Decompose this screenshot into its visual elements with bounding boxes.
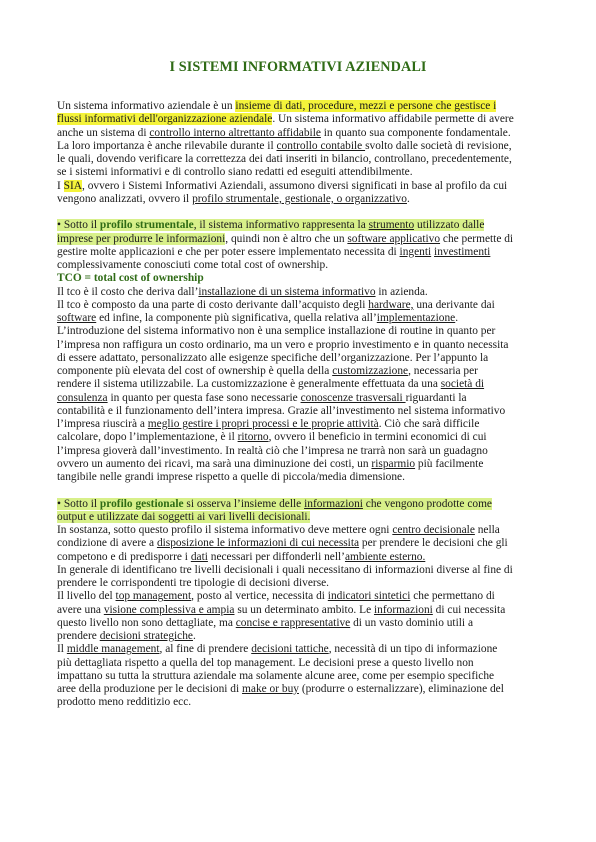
- text-line: [57, 564, 541, 577]
- text-line: [57, 670, 541, 683]
- text-line: [57, 511, 541, 524]
- underlined-text: controllo contabile: [276, 139, 366, 152]
- text-run: di cui necessita: [432, 603, 506, 616]
- text-run: In sostanza, sotto questo profilo il sistema informativo deve mettere ogni: [57, 524, 393, 536]
- bold-green-text: strumento: [368, 219, 415, 232]
- bold-green-text: si osserva l’insieme delle: [183, 497, 305, 510]
- text-run: in quanto per questa fase sono necessarie: [107, 391, 301, 404]
- highlighted-text: flussi informativi dell'organizzazione aziendale: [57, 113, 273, 126]
- underlined-text: consulenza: [57, 391, 108, 404]
- underlined-text: customizzazione: [332, 365, 409, 377]
- underlined-text: decisioni tattiche: [251, 643, 329, 656]
- text-run: in quanto sua componente fondamentale.: [320, 126, 511, 139]
- text-run: aree della produzione per le decisioni di: [57, 683, 243, 695]
- underlined-text: ingenti: [399, 245, 432, 258]
- text-run: gestire molte applicazioni e che per poter essere implementato necessita di: [57, 245, 400, 258]
- text-run: su un determinato ambito. Le: [234, 603, 374, 616]
- bold-green-text: che vengono prodotte come: [362, 497, 492, 510]
- text-run: .: [455, 312, 459, 324]
- underlined-text: middle management: [66, 643, 160, 656]
- text-line: [57, 153, 541, 166]
- text-run: . Ciò che sarà difficile: [378, 418, 480, 430]
- text-run: , necessità di un tipo di informazione: [328, 643, 498, 656]
- highlighted-text: insieme di dati, procedure, mezzi e persone che gestisce i: [235, 100, 497, 112]
- text-run: competono e di predisporre i: [57, 550, 191, 563]
- underlined-text: ambiente esterno.: [344, 550, 426, 563]
- text-line: [57, 193, 541, 206]
- text-run: Il: [57, 643, 67, 656]
- text-run: , necessaria per: [408, 365, 478, 377]
- text-run: rendere il sistema utilizzabile. La customizzazione è generalmente effettuata da una: [57, 378, 441, 391]
- document-body: [57, 100, 541, 710]
- underlined-text: make or buy: [242, 683, 299, 695]
- text-run: L’introduzione del sistema informativo non è una semplice installazione di routine in quanto per: [57, 325, 496, 338]
- text-run: ed infine, la componente più significativa, quella relativa all’: [96, 312, 377, 324]
- text-line: [57, 577, 541, 590]
- blank-line: [57, 484, 541, 497]
- text-run: che permettano di: [410, 590, 495, 603]
- underlined-text: conoscenze trasversali: [300, 391, 406, 404]
- text-line: [57, 378, 541, 391]
- bold-green-text: informazioni: [304, 497, 363, 510]
- text-run: più dettagliata rispetto a quella del top management. Le decisioni prese a questo livello non: [57, 656, 474, 669]
- underlined-text: società di: [440, 378, 485, 391]
- text-run: componente più elevata del cost of ownership è quella della: [57, 365, 333, 377]
- bold-green-text: profilo gestionale: [99, 497, 184, 510]
- text-run: per prendere le decisioni che gli: [359, 537, 508, 550]
- underlined-text: software: [57, 312, 97, 324]
- text-line: [57, 458, 541, 471]
- underlined-text: disposizione le informazioni di cui necessita: [156, 537, 360, 550]
- text-line: [57, 272, 541, 285]
- text-line: [57, 683, 541, 696]
- text-run: La loro importanza è anche rilevabile durante il: [57, 139, 277, 152]
- text-run: di un vasto dominio utili a: [350, 616, 473, 629]
- text-run: svolto dalle società di revisione,: [365, 139, 512, 152]
- text-run: tangibile nelle grandi imprese rispetto a quelle di piccola/media dimensione.: [57, 471, 405, 483]
- text-run: Il tco è composto da una parte di costo derivante dall’acquisto degli: [57, 298, 369, 311]
- text-line: [57, 113, 541, 126]
- underlined-text: hardware,: [368, 298, 414, 311]
- text-run: vengono analizzati, ovvero il: [57, 192, 193, 205]
- text-run: contabilità e il funzionamento dell’intera impresa. Grazie all’investimento nel sistema informativo: [57, 404, 506, 417]
- text-run: In generale di identificano tre livelli decisionali i quali necessitano di informazioni diverse al fine di: [57, 563, 513, 576]
- text-line: [57, 696, 541, 709]
- text-line: [57, 100, 541, 113]
- bold-green-text: , il sistema informativo rappresenta la: [193, 219, 369, 232]
- text-line: [57, 617, 541, 630]
- text-run: l’impresa non raffigura un costo ordinario, ma un vero e proprio investimento e in quanto necessita: [57, 338, 509, 351]
- text-run: anche un sistema di: [57, 126, 150, 139]
- text-run: necessari per diffonderli nell’: [207, 550, 345, 563]
- underlined-text: risparmio: [371, 457, 416, 470]
- text-run: Il livello del: [57, 590, 116, 603]
- text-line: [57, 312, 541, 325]
- text-run: prendere le corrispondenti tre tipologie di decisioni diverse.: [57, 577, 330, 589]
- text-run: complessivamente conosciuti come total cost of ownership.: [57, 259, 329, 271]
- text-run: che permette di: [440, 232, 514, 245]
- bold-green-text: output e utilizzate dai soggetti ai vari livelli decisionali.: [57, 510, 311, 523]
- text-run: in azienda.: [375, 285, 428, 298]
- underlined-text: installazione di un sistema informativo: [198, 285, 376, 298]
- text-line: [57, 431, 541, 444]
- text-line: [57, 537, 541, 550]
- underlined-text: dati: [190, 550, 208, 563]
- text-run: . Un sistema informativo affidabile permette di avere: [272, 113, 514, 126]
- text-line: [57, 180, 541, 193]
- underlined-text: implementazione: [376, 312, 456, 324]
- text-run: I: [57, 179, 64, 192]
- text-run: impattano su tutta la struttura aziendale ma solamente alcune aree, come per esempio specifiche: [57, 669, 495, 682]
- text-line: [57, 219, 541, 232]
- underlined-text: decisioni strategiche: [99, 630, 193, 642]
- underlined-text: informazioni: [373, 603, 433, 616]
- document-title: I SISTEMI INFORMATIVI AZIENDALI: [169, 59, 427, 75]
- blank-line: [57, 206, 541, 219]
- underlined-text: top management: [115, 590, 192, 603]
- underlined-text: indicatori sintetici: [327, 590, 411, 603]
- text-run: l’impresa riuscirà a: [57, 418, 148, 430]
- text-run: Il tco è il costo che deriva dall’: [57, 285, 199, 298]
- text-line: [57, 286, 541, 299]
- text-run: di essere adattato, personalizzato alle esigenze specifiche dell’organizzazione. Per l’appunto la: [57, 351, 489, 364]
- text-run: .: [193, 630, 196, 642]
- text-run: .: [406, 192, 410, 205]
- text-line: [57, 352, 541, 365]
- text-run: avere una: [57, 603, 104, 616]
- text-run: , quindi non è altro che un: [225, 232, 348, 245]
- text-run: questo livello non sono dettagliate, ma: [57, 616, 236, 629]
- highlighted-text: SIA: [63, 179, 83, 192]
- text-line: [57, 339, 541, 352]
- text-line: [57, 166, 541, 179]
- text-line: [57, 524, 541, 537]
- text-line: [57, 259, 541, 272]
- text-line: [57, 140, 541, 153]
- text-line: [57, 233, 541, 246]
- text-run: , ovvero il beneficio in termini economici di cui: [268, 431, 487, 444]
- underlined-text: profilo strumentale, gestionale, o organizzativo: [192, 192, 407, 205]
- text-run: prodotto meno redditizio ecc.: [57, 696, 192, 709]
- text-line: [57, 657, 541, 670]
- text-line: [57, 471, 541, 484]
- text-line: [57, 630, 541, 643]
- text-run: ovvero un aumento dei ricavi, ma sarà una diminuzione dei costi, un: [57, 457, 372, 470]
- text-run: nella: [474, 524, 500, 536]
- text-run: condizione di avere a: [57, 537, 157, 550]
- underlined-text: investimenti: [434, 245, 491, 258]
- text-line: [57, 127, 541, 140]
- text-line: [57, 590, 541, 603]
- text-line: [57, 405, 541, 418]
- text-line: [57, 299, 541, 312]
- text-run: , posto al vertice, necessita di: [191, 590, 328, 603]
- underlined-text: concise e rappresentative: [235, 616, 351, 629]
- bold-green-text: • Sotto il: [57, 497, 100, 510]
- underlined-text: visione complessiva e ampia: [103, 603, 235, 616]
- text-run: una derivante dai: [413, 298, 495, 311]
- text-run: calcolare, dopo l’implementazione, è il: [57, 431, 238, 444]
- bold-green-text: • Sotto il: [57, 219, 100, 232]
- text-run: Un sistema informativo aziendale è un: [57, 100, 236, 112]
- underlined-text: ritorno: [237, 431, 269, 444]
- text-line: [57, 551, 541, 564]
- text-run: le quali, dovendo verificare la correttezza dei dati inseriti in bilancio, controllano, precedentemente,: [57, 153, 512, 165]
- text-line: [57, 604, 541, 617]
- bold-green-text: TCO = total cost of ownership: [57, 272, 204, 285]
- underlined-text: meglio gestire i propri processi e le proprie attività: [147, 418, 379, 430]
- text-run: , al fine di prendere: [159, 643, 252, 656]
- text-line: [57, 392, 541, 405]
- text-run: l’impresa gioverà dall’investimento. In realtà ciò che l’impresa ne trarrà non sarà un guadagno: [57, 444, 488, 457]
- underlined-text: centro decisionale: [392, 524, 475, 536]
- text-run: se i sistemi informativi e di controllo siano redatti ed eseguiti attendibilmente.: [57, 166, 413, 179]
- bold-green-text: utilizzato dalle: [414, 219, 485, 232]
- text-run: riguardanti la: [405, 391, 467, 404]
- text-run: più facilmente: [415, 457, 484, 470]
- text-run: prendere: [57, 630, 100, 642]
- text-line: [57, 325, 541, 338]
- text-line: [57, 643, 541, 656]
- text-line: [57, 365, 541, 378]
- text-run: (produrre o esternalizzare), eliminazione del: [298, 683, 504, 695]
- text-line: [57, 246, 541, 259]
- text-run: , ovvero i Sistemi Informativi Aziendali, assumono diversi significati in base al profilo da cui: [82, 179, 508, 192]
- text-line: [57, 445, 541, 458]
- underlined-text: controllo interno altrettanto affidabile: [149, 126, 321, 139]
- bold-green-text: imprese per produrre le informazioni: [57, 232, 226, 245]
- underlined-text: software applicativo: [347, 232, 441, 245]
- bold-green-text: profilo strumentale: [99, 219, 194, 232]
- text-line: [57, 418, 541, 431]
- text-line: [57, 498, 541, 511]
